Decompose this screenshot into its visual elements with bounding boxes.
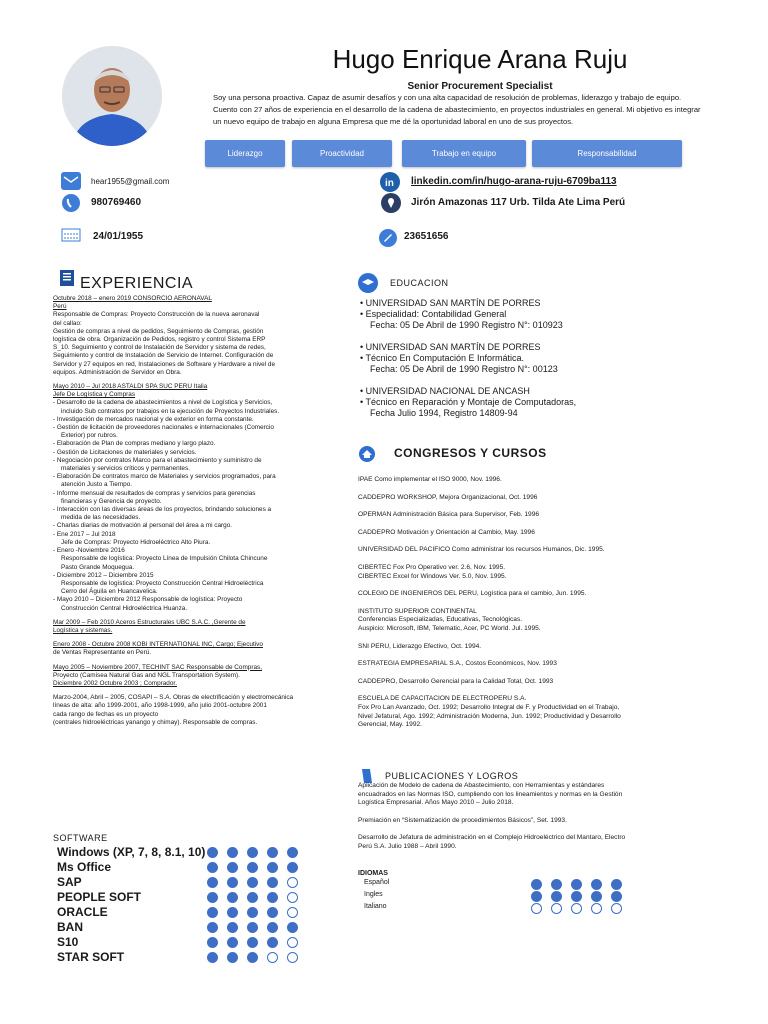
level-dot-filled bbox=[247, 862, 258, 873]
course-item: CIBERTEC Fox Pro Operativo ver. 2.6, Nov. 1995. CIBERTEC Excel for Windows Ver. 5.0, Nov. 1995. bbox=[358, 563, 507, 580]
level-dot-filled bbox=[247, 847, 258, 858]
software-row bbox=[57, 950, 357, 965]
level-dot-filled bbox=[267, 892, 278, 903]
briefcase-icon bbox=[58, 268, 78, 293]
language-row bbox=[364, 903, 664, 915]
course-item: ESCUELA DE CAPACITACION DE ELECTROPERU S.A. Fox Pro Lan Avanzado, Oct. 1992; Desarrollo Integral de F. y Productividad en el Trabajo, Nivel Jefatural, Ago. 1992; Administración Moderna, Jun. 1992; Productividad y Desarrollo Gerencial, May. 1992. bbox=[358, 695, 621, 729]
experience-line: cada rango de fechas es un proyecto bbox=[53, 710, 159, 718]
software-row bbox=[57, 875, 357, 890]
experience-line: - Elaboración De contratos marco de Materiales y servicios programados, para bbox=[53, 473, 276, 481]
level-dot-filled bbox=[247, 937, 258, 948]
level-dot-filled bbox=[571, 891, 582, 902]
language-name: Italiano bbox=[364, 903, 387, 910]
level-dot-filled bbox=[227, 937, 238, 948]
software-name: STAR SOFT bbox=[57, 950, 125, 964]
address-text: Jirón Amazonas 117 Urb. Tilda Ate Lima Perú bbox=[411, 197, 626, 208]
course-item: SNI PERU, Liderazgo Efectivo, Oct. 1994. bbox=[358, 642, 482, 650]
experience-line: - Ene 2017 – Jul 2018 bbox=[53, 530, 116, 538]
svg-text:in: in bbox=[385, 178, 394, 189]
level-dot-filled bbox=[531, 891, 542, 902]
level-dot-empty bbox=[287, 877, 298, 888]
course-item: OPERMAN Administración Básica para Supervisor, Feb. 1996 bbox=[358, 511, 540, 519]
level-dot-empty bbox=[287, 952, 298, 963]
experience-line: líneas de alta: año 1999-2001, año 1998-1999, año julio 2001-octubre 2001 bbox=[53, 702, 267, 710]
location-icon bbox=[381, 193, 401, 218]
experience-line: - Gestión de Licitaciones de materiales y servicios. bbox=[53, 448, 197, 456]
level-dot-filled bbox=[267, 847, 278, 858]
level-dot-empty bbox=[591, 903, 602, 914]
level-dot-filled bbox=[227, 877, 238, 888]
software-name: Windows (XP, 7, 8, 8.1, 10) bbox=[57, 845, 206, 859]
level-dot-filled bbox=[227, 907, 238, 918]
experience-line: Responsable de Compras: Proyecto Construcción de la nueva aeronaval bbox=[53, 311, 260, 319]
course-item: IPAE Como implementar el ISO 9000, Nov. 1996. bbox=[358, 476, 502, 483]
level-dot-empty bbox=[287, 907, 298, 918]
experience-line: - Informe mensual de resultados de compras y servicios para gerencias bbox=[53, 489, 256, 497]
software-name: SAP bbox=[57, 875, 82, 889]
experience-line: Cerro del Águila en Huancavelica. bbox=[61, 588, 158, 596]
languages-title: IDIOMAS bbox=[358, 870, 388, 877]
level-dot-empty bbox=[611, 903, 622, 914]
email-icon bbox=[61, 172, 81, 195]
experience-line: - Diciembre 2012 – Diciembre 2015 bbox=[53, 571, 154, 579]
level-dot-filled bbox=[591, 879, 602, 890]
language-row bbox=[364, 879, 664, 891]
full-name: Hugo Enrique Arana Ruju bbox=[332, 44, 628, 74]
document-number: 23651656 bbox=[404, 231, 449, 242]
level-dot-filled bbox=[207, 892, 218, 903]
school-name: • UNIVERSIDAD NACIONAL DE ANCASH bbox=[360, 386, 530, 396]
experience-line: Perú bbox=[53, 303, 67, 311]
software-row bbox=[57, 920, 357, 935]
experience-line: financieras y Gerencia de proyecto. bbox=[61, 497, 162, 505]
language-row bbox=[364, 891, 664, 903]
experience-line: del callao: bbox=[53, 319, 82, 327]
graduation-icon bbox=[357, 273, 379, 298]
publications-list bbox=[358, 782, 698, 861]
level-dot-empty bbox=[267, 952, 278, 963]
level-dot-filled bbox=[207, 922, 218, 933]
software-list bbox=[57, 845, 357, 965]
level-dot-filled bbox=[247, 892, 258, 903]
language-name: Español bbox=[364, 879, 390, 886]
level-dot-filled bbox=[207, 937, 218, 948]
level-dot-filled bbox=[551, 891, 562, 902]
education-title: EDUCACION bbox=[390, 278, 449, 288]
skill-badge: Liderazgo bbox=[205, 140, 285, 167]
experience-line: medida de las necesidades. bbox=[61, 514, 141, 522]
course-item: INSTITUTO SUPERIOR CONTINENTAL Conferencias Especializadas, Educativas, Tecnológicas. Auspicio: Microsoft, IBM, Telematic, Acer, PC World. Jul. 1995. bbox=[358, 607, 541, 632]
experience-line: Seguimiento y control de Instalación de Servicio de Internet. Configuración de bbox=[53, 352, 274, 360]
experience-line: - Charlas diarias de motivación al personal del área a mi cargo. bbox=[53, 522, 233, 530]
education-item bbox=[360, 298, 730, 331]
courses-list bbox=[358, 476, 698, 739]
level-dot-filled bbox=[227, 847, 238, 858]
experience-line: Exterior) por rubros. bbox=[61, 432, 118, 440]
experience-line: Jefe De Logística y Compras bbox=[53, 391, 136, 399]
publication-item: Aplicación de Modelo de cadena de Abastecimiento, con Herramientas y estándares encuadrados en las Normas ISO, cumpliendo con los lineamientos y normas en la Gestión Logística Empresarial. Años Mayo 2010 – Julio 2018. bbox=[358, 782, 623, 807]
skill-badge: Responsabilidad bbox=[532, 140, 682, 167]
level-dot-filled bbox=[247, 952, 258, 963]
experience-line: Enero 2008 - Octubre 2008 KOBI INTERNATIONAL INC, Cargo; Ejecutivo bbox=[53, 641, 263, 649]
publication-item: Premiación en “Sistematización de procedimientos Básicos”, Set. 1993. bbox=[358, 816, 567, 824]
software-name: ORACLE bbox=[57, 905, 108, 919]
level-dot-filled bbox=[287, 922, 298, 933]
experience-line: - Gestión de licitación de proveedores nacionales e internacionales (Comercio bbox=[53, 424, 274, 432]
experience-line: logística de obra. Organización de Pedidos, registro y control Sistema ERP bbox=[53, 336, 266, 344]
experience-line: Mayo 2005 – Noviembre 2007, TECHINT SAC Responsable de Compras, bbox=[53, 663, 262, 671]
course-item: ESTRATEGIA EMPRESARIAL S.A., Costos Económicos, Nov. 1993 bbox=[358, 660, 557, 668]
experience-line: Mar 2009 – Feb 2010 Aceros Estructurales UBC S.A.C. ,Gerente de bbox=[53, 618, 246, 626]
level-dot-empty bbox=[531, 903, 542, 914]
education-detail: • Especialidad: Contabilidad General bbox=[360, 309, 507, 319]
profile-photo bbox=[62, 46, 162, 146]
level-dot-filled bbox=[227, 922, 238, 933]
software-row bbox=[57, 905, 357, 920]
skill-badge: Proactividad bbox=[292, 140, 392, 167]
experience-line: Jefe de Compras: Proyecto Hidroeléctrico Alto Piura. bbox=[61, 538, 211, 546]
software-name: PEOPLE SOFT bbox=[57, 890, 142, 904]
level-dot-filled bbox=[571, 879, 582, 890]
experience-line: Servidor y 27 equipos en red, Instalaciones de Software y Hardware a nivel de bbox=[53, 360, 276, 368]
experience-line: Proyecto (Camisea Natural Gas and NGL Transportation System). bbox=[53, 671, 240, 679]
level-dot-empty bbox=[571, 903, 582, 914]
home-icon bbox=[358, 445, 376, 468]
experience-line: - Desarrollo de la cadena de abastecimientos a nivel de Logística y Servicios, bbox=[53, 399, 273, 407]
software-name: Ms Office bbox=[57, 860, 112, 874]
experience-line: - Negociación por contratos Marco para el abastecimiento y suministro de bbox=[53, 456, 262, 464]
experience-list bbox=[53, 295, 348, 727]
level-dot-filled bbox=[207, 907, 218, 918]
level-dot-filled bbox=[287, 862, 298, 873]
software-name: BAN bbox=[57, 920, 83, 934]
level-dot-empty bbox=[287, 892, 298, 903]
level-dot-filled bbox=[267, 922, 278, 933]
level-dot-filled bbox=[247, 877, 258, 888]
level-dot-filled bbox=[287, 847, 298, 858]
experience-line: - Mayo 2010 – Diciembre 2012 Responsable de logística: Proyecto bbox=[53, 596, 243, 604]
experience-line: Logística y sistemas. bbox=[53, 626, 113, 634]
experience-line: Responsable de logística: Proyecto Línea de Impulsión Chilota Chincune bbox=[61, 555, 268, 563]
education-item bbox=[360, 386, 730, 419]
experience-line: materiales y servicios críticos y permanentes. bbox=[61, 465, 190, 473]
experience-line: Construcción Central Hidroeléctrica Huanza. bbox=[61, 604, 188, 612]
level-dot-filled bbox=[207, 862, 218, 873]
language-name: Ingles bbox=[364, 891, 383, 898]
course-item: CADDEPRO Motivación y Orientación al Cambio, May. 1996 bbox=[358, 528, 535, 536]
software-title: SOFTWARE bbox=[53, 833, 108, 843]
level-dot-filled bbox=[207, 877, 218, 888]
education-date: Fecha: 05 De Abril de 1990 Registro N°: 00123 bbox=[370, 364, 558, 374]
level-dot-filled bbox=[267, 937, 278, 948]
email-text[interactable]: hear1955@gmail.com bbox=[91, 177, 170, 186]
experience-line: incluido Sub contratos por trabajos en la ejecución de Proyectos Industriales. bbox=[61, 407, 280, 415]
course-item: COLEGIO DE INGENIEROS DEL PERU, Logística para el cambio, Jun. 1995. bbox=[358, 590, 587, 598]
linkedin-link[interactable]: linkedin.com/in/hugo-arana-ruju-6709ba113 bbox=[411, 176, 617, 187]
experience-line: Gestión de compras a nivel de pedidos, Seguimiento de Compras, gestión bbox=[53, 327, 264, 335]
languages-list bbox=[364, 879, 664, 915]
level-dot-filled bbox=[611, 879, 622, 890]
level-dot-filled bbox=[207, 952, 218, 963]
experience-line: equipos. Administración de Servidor en Obra. bbox=[53, 368, 182, 376]
experience-line: Mayo 2010 – Jul 2018 ASTALDI SPA SUC PERU Italia bbox=[53, 383, 208, 391]
school-name: • UNIVERSIDAD SAN MARTÍN DE PORRES bbox=[360, 298, 541, 308]
level-dot-filled bbox=[227, 892, 238, 903]
publications-title: PUBLICACIONES Y LOGROS bbox=[385, 771, 519, 781]
experience-line: atención Justo a Tiempo. bbox=[61, 481, 133, 489]
id-card-icon bbox=[378, 228, 398, 253]
experience-line: Octubre 2018 – enero 2019 CONSORCIO AERONAVAL bbox=[53, 295, 212, 302]
level-dot-filled bbox=[531, 879, 542, 890]
experience-line: de Ventas Representante en Perú. bbox=[53, 649, 152, 657]
level-dot-filled bbox=[247, 922, 258, 933]
experience-line: - Investigación de mercados nacional y de exterior en forma constante. bbox=[53, 415, 254, 423]
level-dot-filled bbox=[551, 879, 562, 890]
software-name: S10 bbox=[57, 935, 79, 949]
software-row bbox=[57, 935, 357, 950]
experience-line: S_10. Seguimiento y control de Instalación de Servidor y sistema de redes, bbox=[53, 344, 266, 352]
education-detail: • Técnico en Reparación y Montaje de Computadoras, bbox=[360, 397, 577, 407]
school-name: • UNIVERSIDAD SAN MARTÍN DE PORRES bbox=[360, 342, 541, 352]
education-detail: • Técnico En Computación E Informática. bbox=[360, 353, 525, 363]
level-dot-empty bbox=[551, 903, 562, 914]
level-dot-filled bbox=[591, 891, 602, 902]
level-dot-filled bbox=[611, 891, 622, 902]
level-dot-filled bbox=[267, 877, 278, 888]
level-dot-filled bbox=[267, 907, 278, 918]
level-dot-empty bbox=[287, 937, 298, 948]
software-row bbox=[57, 890, 357, 905]
profile-summary: Soy una persona proactiva. Capaz de asumir desafíos y con una alta capacidad de resolución de problemas, liderazgo y trabajo de equipo. Cuento con 27 años de experiencia en el desarrollo de la cadena de abastecimiento, en proyectos industriales en general. Mi objetivo es integrar un nuevo equipo de trabajo en alguna Empresa que me dé la oportunidad laboral en uno de sus proyectos. bbox=[213, 93, 701, 126]
education-list bbox=[360, 298, 730, 430]
course-item: UNIVERSIDAD DEL PACIFICO Como administrar los recursos Humanos, Dic. 1995. bbox=[358, 546, 605, 554]
job-title: Senior Procurement Specialist bbox=[407, 81, 553, 92]
level-dot-filled bbox=[247, 907, 258, 918]
phone-icon bbox=[61, 193, 81, 218]
experience-line: (centrales hidroeléctricas yanango y chimay). Responsable de compras. bbox=[53, 718, 258, 726]
software-row bbox=[57, 845, 357, 860]
level-dot-filled bbox=[267, 862, 278, 873]
course-item: CADDEPRO, Desarrollo Gerencial para la Calidad Total, Oct. 1993 bbox=[358, 677, 554, 685]
level-dot-filled bbox=[227, 952, 238, 963]
level-dot-filled bbox=[207, 847, 218, 858]
experience-line: Pasto Grande Moquegua. bbox=[61, 563, 135, 571]
phone-text: 980769460 bbox=[91, 197, 142, 208]
skill-badge: Trabajo en equipo bbox=[402, 140, 526, 167]
level-dot-filled bbox=[227, 862, 238, 873]
experience-line: Diciembre 2002 Octubre 2003 ; Comprador. bbox=[53, 679, 177, 687]
publication-item: Desarrollo de Jefatura de administración en el Complejo Hidroeléctrico del Mantaro, Electro Perú S.A. Julio 1988 – Abril 1990. bbox=[358, 834, 626, 850]
education-date: Fecha: 05 De Abril de 1990 Registro N°: 010923 bbox=[370, 320, 563, 330]
experience-line: Responsable de logística: Proyecto Construcción Central Hidroeléctrica bbox=[61, 579, 264, 587]
experience-title: EXPERIENCIA bbox=[80, 275, 194, 292]
experience-line: - Interacción con las diversas áreas de los proyectos, brindando soluciones a bbox=[53, 506, 272, 514]
birth-date: 24/01/1955 bbox=[93, 231, 144, 242]
courses-title: CONGRESOS Y CURSOS bbox=[394, 446, 547, 460]
software-row bbox=[57, 860, 357, 875]
experience-line: - Enero -Noviembre 2016 bbox=[53, 547, 125, 555]
education-item bbox=[360, 342, 730, 375]
course-item: CADDEPRO WORKSHOP, Mejora Organizacional, Oct. 1996 bbox=[358, 493, 538, 501]
experience-line: - Elaboración de Plan de compras mediano y largo plazo. bbox=[53, 440, 216, 448]
calendar-icon bbox=[61, 228, 81, 247]
experience-line: Marzo-2004, Abril – 2005, COSAPI – S.A. Obras de electrificación y electromecánica bbox=[53, 694, 294, 702]
education-date: Fecha Julio 1994, Registro 14809-94 bbox=[370, 408, 518, 418]
